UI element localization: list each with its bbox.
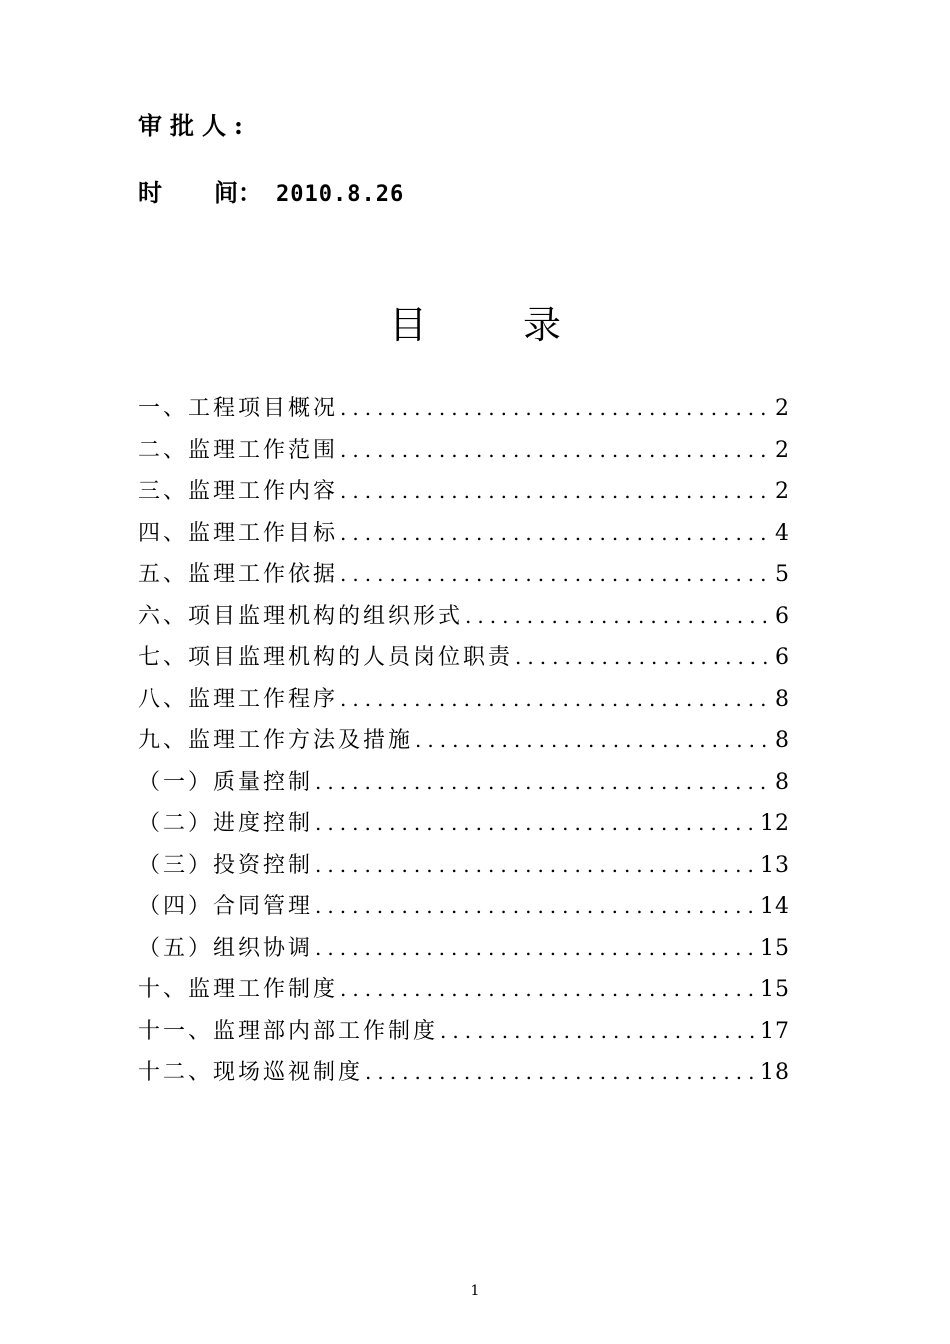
toc-leader-dots [315,762,773,804]
toc-entry[interactable] [138,471,790,513]
toc-entry-page: 15 [760,935,790,961]
toc-entry[interactable] [138,430,790,472]
toc-entry[interactable] [138,969,790,1011]
toc-entry-text: （五）组织协调 [138,935,314,961]
toc-entry-text: （三）投资控制 [138,852,314,878]
toc-entry-page: 5 [775,562,790,587]
toc-leader-dots [340,554,773,596]
toc-entry-page: 8 [775,769,790,795]
toc-entry-page: 6 [775,645,790,670]
toc-entry-text: （二）进度控制 [138,811,314,836]
toc-entry[interactable] [138,513,790,555]
toc-leader-dots [340,679,773,721]
toc-entry-page: 14 [760,894,790,919]
toc-leader-dots [365,1052,758,1094]
approver-label: 审批人: [138,111,251,140]
toc-leader-dots [340,388,773,430]
toc-entry-page: 2 [775,479,790,504]
toc-entry-page: 13 [760,852,790,878]
toc-leader-dots [315,928,758,970]
time-value: 2010.8.26 [276,182,405,207]
toc-entry-text: （一）质量控制 [138,769,314,795]
toc-entry-text: 四、监理工作目标 [138,520,339,546]
toc-entry-text: 六、项目监理机构的组织形式 [138,603,464,629]
toc-entry-text: 一、工程项目概况 [138,396,339,421]
toc-entry-page: 2 [775,396,790,421]
toc-entry-text: 十一、监理部内部工作制度 [138,1018,439,1044]
toc-entry[interactable] [138,1011,790,1053]
toc-leader-dots [415,720,773,762]
toc-entry-page: 18 [760,1060,790,1085]
toc-entry[interactable] [138,637,790,679]
toc-entry-text: 八、监理工作程序 [138,686,339,712]
toc-entry-page: 8 [775,728,790,753]
toc-entry-page: 2 [775,437,790,463]
time-label-first-char: 时 [138,178,162,207]
toc-leader-dots [340,471,773,513]
toc-entry[interactable] [138,679,790,721]
toc-entry[interactable] [138,803,790,845]
toc-leader-dots [315,803,758,845]
toc-entry[interactable] [138,1052,790,1094]
time-line [138,178,404,210]
toc-entry-page: 6 [775,603,790,629]
toc-leader-dots [440,1011,758,1053]
toc-title [0,300,950,350]
toc-entry-page: 15 [760,977,790,1002]
toc-entry[interactable] [138,554,790,596]
page-number: 1 [470,1283,480,1299]
toc-entry[interactable] [138,720,790,762]
toc-leader-dots [315,886,758,928]
toc-entry-text: 五、监理工作依据 [138,562,339,587]
toc-entry-page: 4 [775,520,790,546]
toc-title-second-char: 录 [523,303,562,347]
toc-entry[interactable] [138,388,790,430]
toc-entry-text: （四）合同管理 [138,894,314,919]
toc-entry-text: 十二、现场巡视制度 [138,1060,364,1085]
toc-entry[interactable] [138,928,790,970]
toc-leader-dots [315,845,758,887]
toc-entry-page: 12 [760,811,790,836]
toc-leader-dots [340,969,758,1011]
toc-leader-dots [465,596,773,638]
toc-leader-dots [340,430,773,472]
toc-entry-text: 十、监理工作制度 [138,977,339,1002]
toc-leader-dots [340,513,773,555]
toc-entry-text: 三、监理工作内容 [138,479,339,504]
time-label-second-char: 间： [214,178,262,207]
toc-entry[interactable] [138,596,790,638]
table-of-contents [138,388,790,1094]
toc-entry[interactable] [138,845,790,887]
toc-entry[interactable] [138,762,790,804]
toc-entry[interactable] [138,886,790,928]
toc-title-first-char: 目 [388,303,427,347]
toc-entry-text: 七、项目监理机构的人员岗位职责 [138,645,514,670]
toc-entry-page: 8 [775,686,790,712]
toc-entry-page: 17 [760,1018,790,1044]
toc-leader-dots [515,637,773,679]
toc-entry-text: 二、监理工作范围 [138,437,339,463]
toc-entry-text: 九、监理工作方法及措施 [138,728,414,753]
